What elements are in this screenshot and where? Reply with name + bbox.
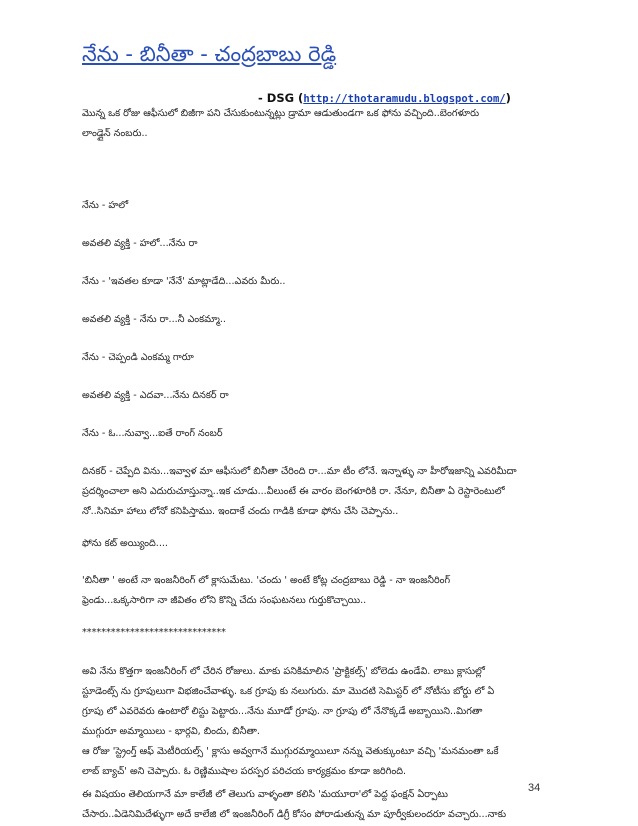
page-title: నేను - బినీతా - చంద్రబాబు రెడ్డి — [82, 42, 337, 66]
paragraph — [82, 234, 557, 254]
paragraph-line: అవతలి వ్యక్తి - నేను రా...నీ ఎంకమ్మా.. — [82, 314, 226, 325]
paragraph-line: 'బినీతా ' అంటే నా ఇంజనీరింగ్ లో క్లాసుమేటు. 'చందు ' అంటే కోట్ల చంద్రబాబు రెడ్డి - నా ఇంజనీరింగ్ — [82, 575, 451, 586]
paragraph — [82, 623, 557, 643]
paragraph-line: స్టూడెంట్స్ ను గ్రూపులుగా విభజించేవాళ్ళు. ఒక గ్రూపు కు నలుగురు. మా మొదటి సెమిస్టర్ లో నోటీసు బోర్డు లో ఏ — [82, 686, 495, 697]
paragraph — [82, 571, 557, 611]
paragraph-line: నేను - ఓ...నువ్వా...ఐతే రాంగ్ నంబర్ — [82, 428, 223, 439]
paragraph — [82, 310, 557, 330]
paragraph-line: మొన్న ఒక రోజు ఆఫీసులో బిజీగా పని చేసుకుంటున్నట్లు డ్రామా ఆడుతుండగా ఒక ఫోను వచ్చింది..బెంగళూరు — [82, 108, 480, 119]
paragraph-line: దినకర్ - చెప్పేది విను...ఇవ్వాళ మా ఆఫీసులో బినీతా చేరింది రా...మా టీం లోనే. ఇన్నాళ్ళు నా హీరోఇజాన్ని ఎవరిమీదా — [82, 466, 517, 477]
paragraph — [82, 534, 557, 554]
paragraph-line: ముగ్గురూ అమ్మాయిలు - భార్గవి, బిందు, బినీతా. — [82, 726, 260, 737]
paragraph-line: లాబ్ బ్యాచ్' అని చెప్పారు. ఓ రెణ్ణిముషాల పరస్పర పరిచయ కార్యక్రమం కూడా జరిగింది. — [82, 766, 407, 777]
byline-prefix: - DSG ( — [258, 91, 304, 105]
paragraph-line: నో..సినిమా హాలు లోనో కనిపిస్తాము. ఇందాకే చందు గాడికి కూడా ఫోను చేసి చెప్పాను.. — [82, 506, 399, 517]
paragraph-line: చేసారు..ఏడెనిమిదేళ్ళుగా అదే కాలేజి లో ఇంజనీరింగ్ డిగ్రీ కోసం పోరాడుతున్న మా పూర్వీకులందరూ వచ్చారు...నాకు — [82, 809, 507, 820]
paragraph — [82, 424, 557, 444]
paragraph-line: ఈ విషయం తెలియగానే మా కాలేజీ లో తెలుగు వాళ్ళంతా కలిసి 'మయూరా'లో పెద్ద ఫంక్షన్ ఏర్పాటు — [82, 789, 448, 800]
paragraph — [82, 662, 557, 782]
paragraph-line: లాండ్లైన్ నంబరు.. — [82, 128, 148, 139]
paragraph — [82, 196, 557, 216]
paragraph — [82, 785, 557, 825]
paragraph-line: ప్రదర్శించాలా అని ఎదురుచూస్తున్నా..ఇక చూడు...వీలుంటే ఈ వారం బెంగళూరికి రా. నేనూ, బినీతా ఏ రెస్టారెంటులో — [82, 486, 505, 497]
page-number: 34 — [528, 782, 541, 794]
byline-suffix: ) — [505, 91, 511, 105]
paragraph — [82, 272, 557, 292]
paragraph-line: నేను - చెప్పండి ఎంకమ్మ గారూ — [82, 352, 194, 363]
paragraph-line: ఫోను కట్ అయ్యింది.... — [82, 538, 168, 549]
paragraph — [82, 462, 557, 522]
paragraph-line: అవతలి వ్యక్తి - హలో...నేను రా — [82, 238, 198, 249]
paragraph-line: ఆ రోజు 'స్ట్రెంగ్త్ ఆఫ్ మెటీరియల్స్ ' క్లాసు అవ్వగానే ముగ్గురమ్మాయిలూ నన్ను వెతుక్కుంటూ వచ్చి 'మనమంతా ఒకే — [82, 746, 499, 757]
paragraph-line: గ్రూపు లో ఎవరెవరు ఉంటారో లిస్టు పెట్టారు...నేను మూడో గ్రూపు. నా గ్రూపు లో నేనొక్కడే అబ్బాయిని..మిగతా — [82, 706, 483, 717]
paragraph-line: అవతలి వ్యక్తి - ఎదవా...నేను దినకర్ రా — [82, 390, 229, 401]
paragraph — [82, 348, 557, 368]
paragraph-line: అవి నేను కొత్తగా ఇంజనీరింగ్ లో చేరిన రోజులు. మాకు పనికిమాలిన 'ప్రాక్టికల్స్' బోలెడు ఉండేవి. లాబు క్లాసుల్లో — [82, 666, 485, 677]
paragraph — [82, 386, 557, 406]
paragraph-line: నేను - 'ఇవతల కూడా 'నేనే' మాట్లాడేది...ఎవరు మీరు.. — [82, 276, 286, 287]
paragraph-line: ఫ్రెండు...ఒక్కసారిగా నా జీవితం లోని కొన్ని చేదు సంఘటనలు గుర్తుకొచ్చాయి.. — [82, 595, 367, 606]
author-byline — [258, 91, 511, 105]
blog-link[interactable]: http://thotaramudu.blogspot.com/ — [303, 93, 506, 105]
paragraph-line: ****************************** — [82, 627, 226, 638]
paragraph — [82, 104, 557, 144]
paragraph-line: నేను - హలో — [82, 200, 129, 211]
